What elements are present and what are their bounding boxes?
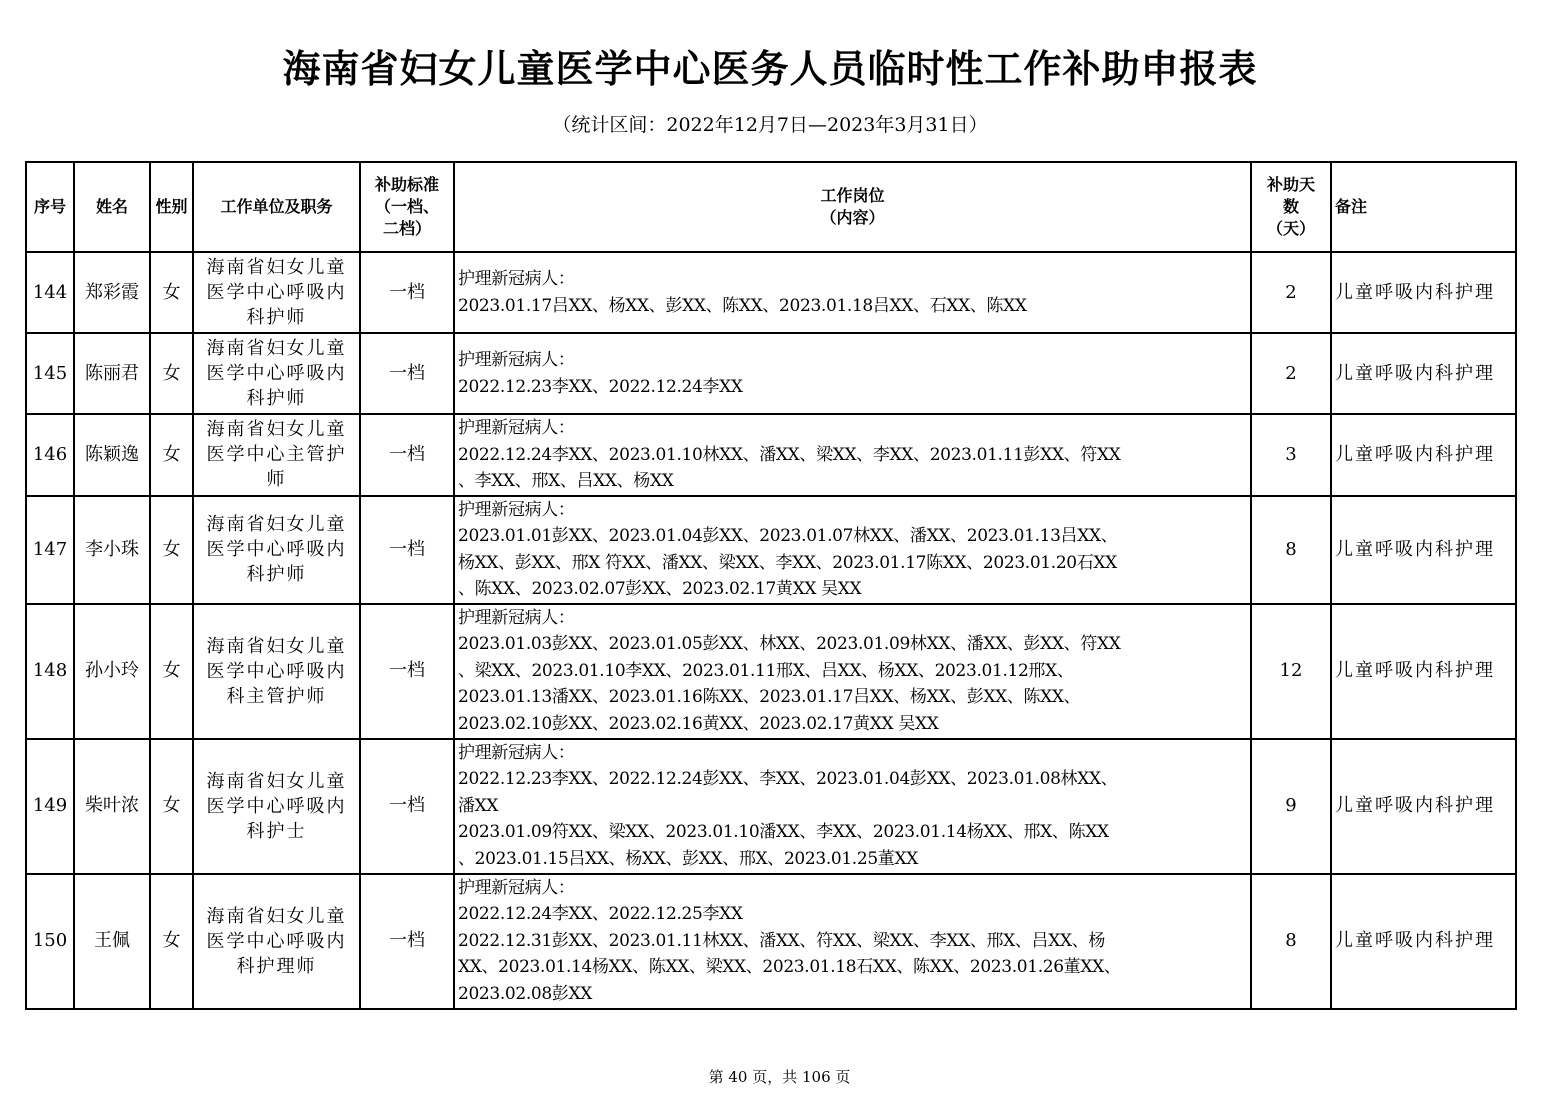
table-row [26, 874, 1516, 1009]
post-cell [454, 333, 1251, 414]
post-line: XX、2023.01.14杨XX、陈XX、梁XX、2023.01.18石XX、陈XX、2023.01.26董XX、 [458, 957, 1121, 978]
post-line: 护理新冠病人： [458, 877, 575, 898]
post-line: 杨XX、彭XX、邢X 符XX、潘XX、梁XX、李XX、2023.01.17陈XX、2023.01.20石XX [458, 552, 1117, 573]
table-row [26, 739, 1516, 874]
seq-cell: 149 [26, 739, 74, 874]
table-row [26, 414, 1516, 496]
post-line: 护理新冠病人： [458, 499, 575, 520]
name-cell: 李小珠 [74, 496, 150, 604]
post-line: 潘XX [458, 795, 499, 816]
header-post-line1: 工作岗位 [820, 186, 885, 205]
statistics-period: （统计区间：2022年12月7日—2023年3月31日） [552, 114, 988, 136]
post-line: 2022.12.23李XX、2022.12.24李XX [458, 376, 743, 397]
gender-cell: 女 [150, 739, 193, 874]
header-post [454, 162, 1251, 252]
header-standard [360, 162, 454, 252]
seq-cell: 145 [26, 333, 74, 414]
post-line: 2023.01.01彭XX、2023.01.04彭XX、2023.01.07林XX、潘XX、2023.01.13吕XX、 [458, 526, 1118, 546]
gender-cell: 女 [150, 414, 193, 496]
post-line: 护理新冠病人： [458, 607, 575, 628]
unit-cell: 海南省妇女儿童医学中心呼吸内科护理师 [193, 874, 360, 1009]
table-row [26, 252, 1516, 333]
table-row [26, 496, 1516, 604]
seq-cell: 147 [26, 496, 74, 604]
subsidy-table [25, 161, 1517, 1010]
gender-cell: 女 [150, 604, 193, 739]
seq-cell: 144 [26, 252, 74, 333]
seq-cell: 148 [26, 604, 74, 739]
post-cell [454, 496, 1251, 604]
post-line: 护理新冠病人： [458, 350, 575, 370]
gender-cell: 女 [150, 496, 193, 604]
note-cell: 儿童呼吸内科护理 [1331, 739, 1516, 874]
post-cell [454, 252, 1251, 333]
unit-cell: 海南省妇女儿童医学中心呼吸内科护师 [193, 496, 360, 604]
post-line: 2022.12.23李XX、2022.12.24彭XX、李XX、2023.01.04彭XX、2023.01.08林XX、 [458, 769, 1118, 790]
standard-cell: 一档 [360, 496, 454, 604]
note-cell: 儿童呼吸内科护理 [1331, 604, 1516, 739]
header-post-line2: （内容） [820, 208, 885, 227]
days-cell: 12 [1251, 604, 1331, 739]
post-line: 2023.01.17吕XX、杨XX、彭XX、陈XX、2023.01.18吕XX、石XX、陈XX [458, 295, 1027, 316]
header-standard-line1: 补助标准 [374, 175, 439, 194]
header-days [1251, 162, 1331, 252]
post-line: 护理新冠病人： [458, 418, 575, 438]
standard-cell: 一档 [360, 739, 454, 874]
unit-cell: 海南省妇女儿童医学中心呼吸内科主管护师 [193, 604, 360, 739]
post-cell [454, 414, 1251, 496]
post-cell [454, 604, 1251, 739]
post-line: 2023.01.09符XX、梁XX、2023.01.10潘XX、李XX、2023.01.14杨XX、邢X、陈XX [458, 822, 1109, 843]
page-number: 第 40 页，共 106 页 [708, 1068, 851, 1086]
post-line: 、李XX、邢X、吕XX、杨XX [458, 471, 674, 491]
unit-cell: 海南省妇女儿童医学中心呼吸内科护师 [193, 333, 360, 414]
name-cell: 郑彩霞 [74, 252, 150, 333]
days-cell: 2 [1251, 333, 1331, 414]
standard-cell: 一档 [360, 874, 454, 1009]
days-cell: 2 [1251, 252, 1331, 333]
name-cell: 王佩 [74, 874, 150, 1009]
header-gender: 性别 [150, 162, 193, 252]
table-row [26, 333, 1516, 414]
post-cell [454, 874, 1251, 1009]
table-row [26, 604, 1516, 739]
post-line: 2023.02.08彭XX [458, 983, 592, 1004]
header-standard-line2: （一档、 [374, 197, 439, 216]
post-line: 护理新冠病人： [458, 269, 575, 289]
note-cell: 儿童呼吸内科护理 [1331, 414, 1516, 496]
header-row [26, 162, 1516, 252]
gender-cell: 女 [150, 333, 193, 414]
post-line: 2023.01.03彭XX、2023.01.05彭XX、林XX、2023.01.09林XX、潘XX、彭XX、符XX [458, 634, 1121, 655]
header-seq: 序号 [26, 162, 74, 252]
post-line: 2022.12.24李XX、2022.12.25李XX [458, 904, 743, 925]
seq-cell: 146 [26, 414, 74, 496]
name-cell: 陈颖逸 [74, 414, 150, 496]
days-cell: 8 [1251, 874, 1331, 1009]
page-title: 海南省妇女儿童医学中心医务人员临时性工作补助申报表 [282, 47, 1258, 91]
header-name: 姓名 [74, 162, 150, 252]
unit-cell: 海南省妇女儿童医学中心主管护师 [193, 414, 360, 496]
days-cell: 8 [1251, 496, 1331, 604]
name-cell: 孙小玲 [74, 604, 150, 739]
gender-cell: 女 [150, 252, 193, 333]
post-cell [454, 739, 1251, 874]
post-line: 2023.01.13潘XX、2023.01.16陈XX、2023.01.17吕XX、杨XX、彭XX、陈XX、 [458, 687, 1081, 708]
unit-cell: 海南省妇女儿童医学中心呼吸内科护师 [193, 252, 360, 333]
post-line: 、2023.01.15吕XX、杨XX、彭XX、邢X、2023.01.25董XX [458, 848, 918, 869]
unit-cell: 海南省妇女儿童医学中心呼吸内科护士 [193, 739, 360, 874]
post-line: 2022.12.31彭XX、2023.01.11林XX、潘XX、符XX、梁XX、李XX、邢X、吕XX、杨 [458, 930, 1106, 951]
post-line: 护理新冠病人： [458, 742, 575, 763]
note-cell: 儿童呼吸内科护理 [1331, 496, 1516, 604]
standard-cell: 一档 [360, 252, 454, 333]
note-cell: 儿童呼吸内科护理 [1331, 874, 1516, 1009]
note-cell: 儿童呼吸内科护理 [1331, 252, 1516, 333]
name-cell: 陈丽君 [74, 333, 150, 414]
header-days-line2: 数 [1282, 197, 1299, 216]
header-note: 备注 [1331, 162, 1516, 252]
standard-cell: 一档 [360, 414, 454, 496]
post-line: 、梁XX、2023.01.10李XX、2023.01.11邢X、吕XX、杨XX、2023.01.12邢X、 [458, 660, 1074, 681]
post-line: 2023.02.10彭XX、2023.02.16黄XX、2023.02.17黄XX 吴XX [458, 713, 939, 734]
post-line: 2022.12.24李XX、2023.01.10林XX、潘XX、梁XX、李XX、2023.01.11彭XX、符XX [458, 444, 1121, 465]
post-line: 、陈XX、2023.02.07彭XX、2023.02.17黄XX 吴XX [458, 579, 862, 599]
seq-cell: 150 [26, 874, 74, 1009]
gender-cell: 女 [150, 874, 193, 1009]
standard-cell: 一档 [360, 604, 454, 739]
header-standard-line3: 二档） [382, 219, 431, 238]
standard-cell: 一档 [360, 333, 454, 414]
header-unit: 工作单位及职务 [193, 162, 360, 252]
header-days-line1: 补助天 [1266, 175, 1315, 194]
note-cell: 儿童呼吸内科护理 [1331, 333, 1516, 414]
header-days-line3: （天） [1266, 219, 1315, 238]
days-cell: 3 [1251, 414, 1331, 496]
name-cell: 柴叶浓 [74, 739, 150, 874]
days-cell: 9 [1251, 739, 1331, 874]
